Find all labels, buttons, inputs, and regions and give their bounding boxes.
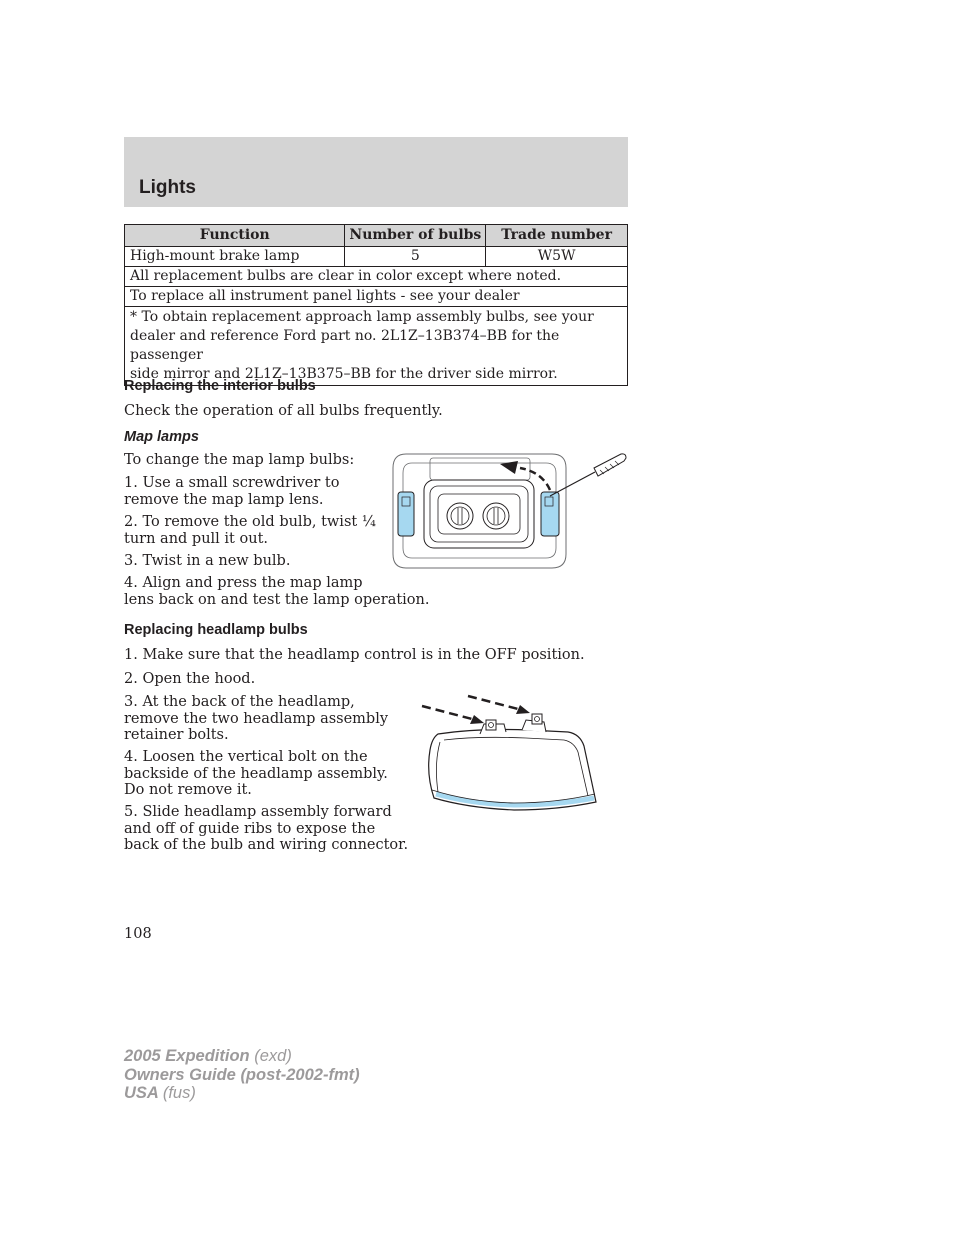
headlamp-heading: Replacing headlamp bulbs <box>124 622 308 638</box>
step-line: lens back on and test the lamp operation. <box>124 591 430 608</box>
headlamp-illustration <box>418 694 600 814</box>
map-lamps-step-1 <box>124 475 339 508</box>
note-line: dealer and reference Ford part no. 2L1Z–13B374–BB for the passenger <box>130 328 560 363</box>
step-line: 3. At the back of the headlamp, <box>124 694 355 710</box>
bolt-arrow-left-icon <box>422 706 484 724</box>
section-header <box>124 137 628 207</box>
page-number: 108 <box>124 926 152 942</box>
headlamp-step-5 <box>124 804 408 854</box>
document-footer <box>124 1047 360 1103</box>
table-cell: 5 <box>345 247 486 267</box>
map-lamps-intro: To change the map lamp bulbs: <box>124 452 355 468</box>
step-line: turn and pull it out. <box>124 530 269 547</box>
table-note: All replacement bulbs are clear in color except where noted. <box>125 267 628 287</box>
footer-line-2: Owners Guide (post-2002-fmt) <box>124 1065 360 1084</box>
column-header: Number of bulbs <box>345 225 486 247</box>
headlamp-step-3 <box>124 694 388 744</box>
interior-bulbs-intro: Check the operation of all bulbs frequently. <box>124 403 443 419</box>
step-line: remove the map lamp lens. <box>124 491 324 508</box>
map-lamp-illustration <box>390 450 630 575</box>
retainer-bolt-right-icon <box>532 714 542 724</box>
map-lamps-heading: Map lamps <box>124 429 199 445</box>
right-map-lamp-lens <box>541 492 559 536</box>
step-line: 5. Slide headlamp assembly forward <box>124 804 392 820</box>
left-map-lamp-lens <box>398 492 414 536</box>
table-cell: W5W <box>486 247 628 267</box>
headlamp-step-1: 1. Make sure that the headlamp control is in the OFF position. <box>124 647 585 663</box>
table-note-row <box>125 307 628 386</box>
table-cell: High-mount brake lamp <box>125 247 345 267</box>
section-title: Lights <box>139 177 196 198</box>
step-line: back of the bulb and wiring connector. <box>124 837 409 853</box>
footer-model-code: (exd) <box>254 1047 292 1065</box>
footer-line-1 <box>124 1047 360 1066</box>
note-line: side mirror and 2L1Z–13B375–BB for the driver side mirror. <box>130 366 558 382</box>
interior-bulbs-heading: Replacing the interior bulbs <box>124 378 316 394</box>
map-lamps-step-2 <box>124 514 376 547</box>
footer-model: 2005 Expedition <box>124 1047 250 1065</box>
step-line: and off of guide ribs to expose the <box>124 820 376 837</box>
headlamp-assembly <box>429 720 596 810</box>
retainer-bolt-left-icon <box>486 720 496 730</box>
footer-market: USA <box>124 1084 159 1102</box>
step-line: remove the two headlamp assembly <box>124 710 389 727</box>
step-line: 4. Align and press the map lamp <box>124 575 363 591</box>
step-line: retainer bolts. <box>124 727 229 743</box>
map-lamps-step-3: 3. Twist in a new bulb. <box>124 553 291 569</box>
table-row <box>125 247 628 267</box>
table-note-row <box>125 267 628 287</box>
step-line: 4. Loosen the vertical bolt on the <box>124 749 368 765</box>
table-header-row <box>125 225 628 247</box>
headlamp-step-4 <box>124 749 388 799</box>
table-note-row <box>125 287 628 307</box>
step-line: Do not remove it. <box>124 782 252 798</box>
screwdriver-icon <box>550 454 626 496</box>
footer-line-3 <box>124 1084 360 1103</box>
step-line: backside of the headlamp assembly. <box>124 765 388 782</box>
map-lamps-step-4 <box>124 575 429 608</box>
footer-market-code: (fus) <box>162 1084 196 1102</box>
table-note-multiline <box>125 307 628 386</box>
bolt-arrow-right-icon <box>468 696 530 714</box>
note-line: * To obtain replacement approach lamp assembly bulbs, see your <box>130 309 594 325</box>
column-header: Function <box>125 225 345 247</box>
step-line: 1. Use a small screwdriver to <box>124 475 340 491</box>
headlamp-step-2: 2. Open the hood. <box>124 671 256 687</box>
bulb-table <box>124 224 628 386</box>
step-line: 2. To remove the old bulb, twist ¼ <box>124 514 376 530</box>
column-header: Trade number <box>486 225 628 247</box>
table-note: To replace all instrument panel lights - see your dealer <box>125 287 628 307</box>
